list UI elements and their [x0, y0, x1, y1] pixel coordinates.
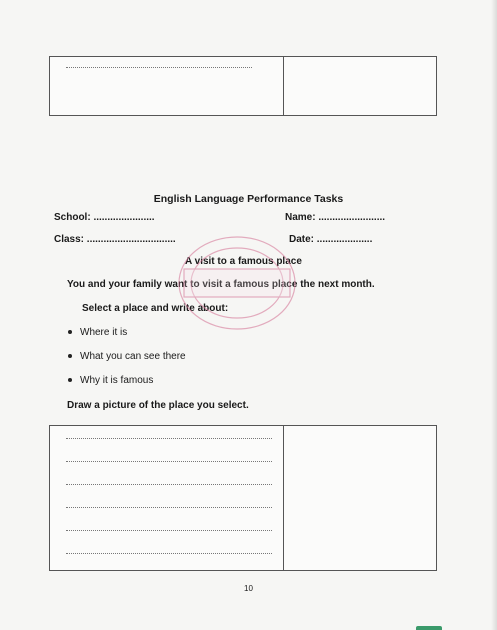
page-number: 10	[244, 584, 253, 593]
stamp-watermark	[172, 231, 302, 335]
bullet-icon	[68, 354, 72, 358]
bullet-item: What you can see there	[68, 351, 186, 362]
bullet-item: Where it is	[68, 327, 127, 338]
writing-line	[66, 528, 272, 531]
writing-line	[66, 459, 272, 462]
bullet-icon	[68, 378, 72, 382]
box-divider	[283, 426, 284, 570]
date-field: Date: ....................	[289, 234, 373, 245]
bullet-icon	[68, 330, 72, 334]
corner-mark	[416, 626, 442, 630]
name-field: Name: ........................	[285, 212, 386, 223]
writing-line	[66, 482, 272, 485]
box-divider	[283, 57, 284, 115]
class-field: Class: ................................	[54, 234, 176, 245]
task-instruction: Select a place and write about:	[82, 303, 229, 314]
writing-line	[66, 551, 272, 554]
page-edge-shadow	[491, 0, 497, 630]
top-answer-box	[49, 56, 437, 116]
bullet-item: Why it is famous	[68, 375, 153, 386]
draw-instruction: Draw a picture of the place you select.	[67, 400, 249, 411]
answer-box	[49, 425, 437, 571]
writing-line	[66, 65, 252, 68]
task-prompt: You and your family want to visit a famous place the next month.	[67, 279, 375, 290]
school-field: School: ......................	[54, 212, 155, 223]
writing-line	[66, 505, 272, 508]
page-title: English Language Performance Tasks	[153, 193, 344, 205]
writing-line	[66, 436, 272, 439]
task-title: A visit to a famous place	[185, 256, 302, 267]
